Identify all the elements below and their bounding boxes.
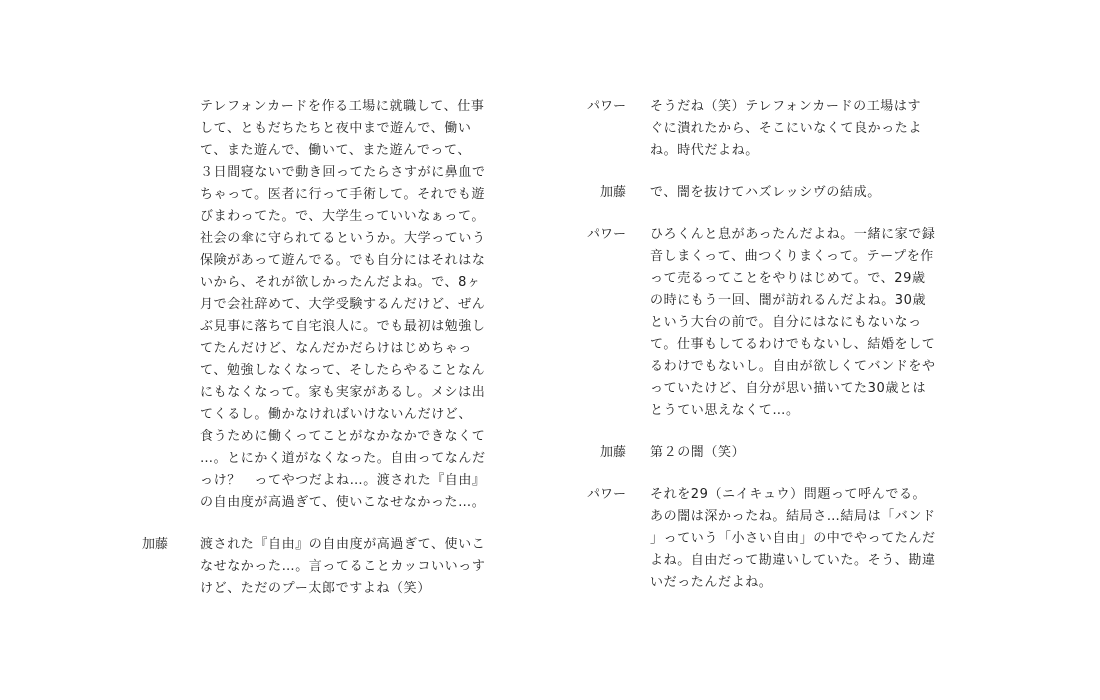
text-line: 月で会社辞めて、大学受験するんだけど、ぜん xyxy=(200,297,486,312)
dialogue-text xyxy=(650,224,964,422)
text-line: とうてい思えなくて…。 xyxy=(650,403,800,418)
dialogue-entry xyxy=(578,182,964,204)
speaker-name: 加藤 xyxy=(599,445,626,460)
dialogue-entry xyxy=(136,534,511,600)
text-line: びまわってた。で、大学生っていいなぁって。 xyxy=(200,209,485,224)
text-line: ３日間寝ないで動き回ってたらさすがに鼻血で xyxy=(200,165,486,180)
right-column xyxy=(578,96,964,614)
text-line: 社会の傘に守られてるというか。大学っていう xyxy=(200,231,486,246)
speaker-name: 加藤 xyxy=(599,185,626,200)
text-line: ひろくんと息があったんだよね。一緒に家で録 xyxy=(650,227,936,242)
dialogue-text xyxy=(650,484,964,594)
text-line: の自由度が高過ぎて、使いこなせなかった…。 xyxy=(200,495,486,510)
text-line: るわけでもないし。自由が欲しくてバンドをや xyxy=(650,359,936,374)
text-line: て、勉強しなくなって、そしたらやることなん xyxy=(200,363,486,378)
text-line: っけ？ ってやつだよね…。渡された『自由』 xyxy=(200,473,486,488)
dialogue-text xyxy=(650,182,964,204)
speaker-name: パワー xyxy=(586,487,626,502)
text-line: ぶ見事に落ちて自宅浪人に。でも最初は勉強し xyxy=(200,319,486,334)
text-line: て。仕事もしてるわけでもないし、結婚をして xyxy=(650,337,936,352)
speaker-name: パワー xyxy=(586,99,626,114)
text-line: っていたけど、自分が思い描いてた30歳とは xyxy=(650,381,927,396)
text-line: で、闇を抜けてハズレッシヴの結成。 xyxy=(650,185,881,200)
text-line: 第２の闇（笑） xyxy=(650,445,746,460)
text-line: にもなくなって。家も実家があるし。メシは出 xyxy=(200,385,486,400)
left-column xyxy=(136,96,511,620)
text-line: の時にもう一回、闇が訪れるんだよね。30歳 xyxy=(650,293,927,308)
dialogue-text xyxy=(650,96,964,162)
text-line: テレフォンカードを作る工場に就職して、仕事 xyxy=(200,99,485,114)
speaker-name xyxy=(136,96,200,514)
text-line: という大台の前で。自分にはなにもないなっ xyxy=(650,315,922,330)
text-line: いから、それが欲しかったんだよね。で、8ヶ xyxy=(200,275,481,290)
dialogue-entry xyxy=(578,96,964,162)
text-line: 音しまくって、曲つくりまくって。テープを作 xyxy=(650,249,934,264)
text-line: 食うために働くってことがなかなかできなくて xyxy=(200,429,486,444)
text-line: ちゃって。医者に行って手術して。それでも遊 xyxy=(200,187,486,202)
text-line: て、また遊んで、働いて、また遊んでって、 xyxy=(200,143,471,158)
text-line: 渡された『自由』の自由度が高過ぎて、使いこ xyxy=(200,537,486,552)
dialogue-entry xyxy=(578,224,964,422)
text-line: なせなかった…。言ってることカッコいいっす xyxy=(200,559,486,574)
text-line: あの闇は深かったね。結局さ…結局は「バンド xyxy=(650,509,936,524)
text-line: てくるし。働かなければいけないんだけど、 xyxy=(200,407,473,422)
text-line: って売るってことをやりはじめて。で、29歳 xyxy=(650,271,926,286)
dialogue-text xyxy=(200,534,511,600)
speaker-name: パワー xyxy=(586,227,626,242)
text-line: 」っていう「小さい自由」の中でやってたんだ xyxy=(650,531,936,546)
dialogue-text xyxy=(200,96,511,514)
text-line: けど、ただのプー太郎ですよね（笑） xyxy=(200,581,431,596)
dialogue-entry xyxy=(578,442,964,464)
text-line: ぐに潰れたから、そこにいなくて良かったよ xyxy=(650,121,923,136)
dialogue-entry xyxy=(578,484,964,594)
dialogue-text xyxy=(650,442,964,464)
text-line: てたんだけど、なんだかだらけはじめちゃっ xyxy=(200,341,473,356)
text-line: それを29（ニイキュウ）問題って呼んでる。 xyxy=(650,487,927,502)
dialogue-entry xyxy=(136,96,511,514)
text-line: いだったんだよね。 xyxy=(650,575,773,590)
text-line: よね。自由だって勘違いしていた。そう、勘違 xyxy=(650,553,936,568)
speaker-name: 加藤 xyxy=(142,537,169,552)
text-line: して、ともだちたちと夜中まで遊んで、働い xyxy=(200,121,472,136)
text-line: ね。時代だよね。 xyxy=(650,143,759,158)
text-line: …。とにかく道がなくなった。自由ってなんだ xyxy=(200,451,486,466)
text-line: 保険があって遊んでる。でも自分にはそれはな xyxy=(200,253,486,268)
text-line: そうだね（笑）テレフォンカードの工場はす xyxy=(650,99,922,114)
